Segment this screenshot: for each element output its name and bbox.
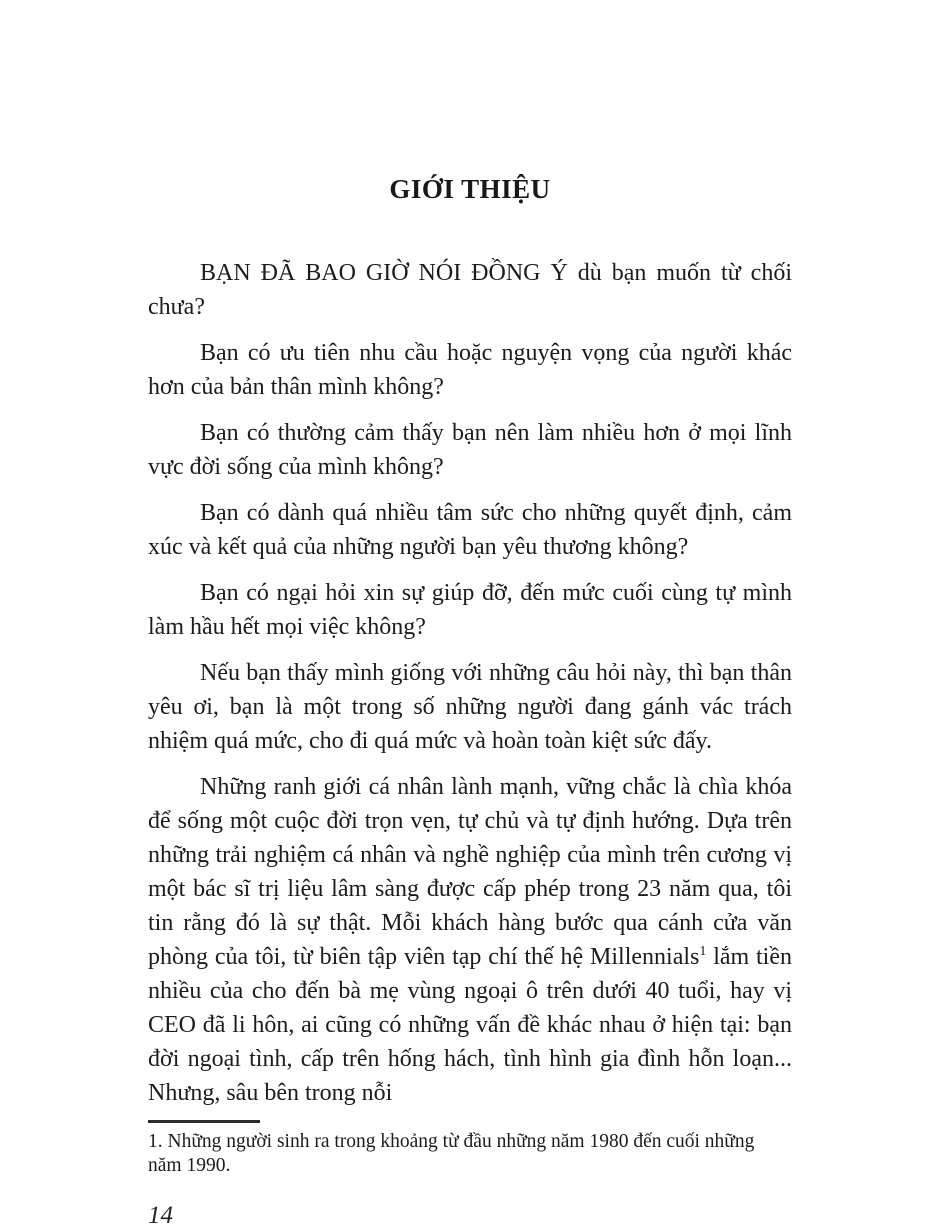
- paragraph: [148, 416, 792, 484]
- paragraph: [148, 496, 792, 564]
- footnote-text: 1. Những người sinh ra trong khoảng từ đầu những năm 1980 đến cuối những năm 1990.: [148, 1131, 755, 1176]
- paragraph: [148, 336, 792, 404]
- paragraph-text: Bạn có ngại hỏi xin sự giúp đỡ, đến mức cuối cùng tự mình làm hầu hết mọi việc không?: [148, 580, 792, 640]
- paragraph-text: Bạn có dành quá nhiều tâm sức cho những quyết định, cảm xúc và kết quả của những người bạn yêu thương không?: [148, 500, 792, 560]
- paragraph-text: Bạn có ưu tiên nhu cầu hoặc nguyện vọng của người khác hơn của bản thân mình không?: [148, 340, 792, 400]
- chapter-title: GIỚI THIỆU: [389, 174, 551, 204]
- body-text: [148, 256, 792, 1110]
- paragraph-text: lắm tiền nhiều của cho đến bà mẹ vùng ngoại ô trên dưới 40 tuổi, hay vị CEO đã li hôn, ai cũng có những vấn đề khác nhau ở hiện tại: bạn đời ngoại tình, cấp trên hống hách, tình hình gia đình hỗn loạn... Nhưng, sâu bên trong nỗi: [148, 944, 792, 1106]
- footnote-divider: [148, 1120, 260, 1123]
- paragraph-text: Nếu bạn thấy mình giống với những câu hỏi này, thì bạn thân yêu ơi, bạn là một trong số những người đang gánh vác trách nhiệm quá mức, cho đi quá mức và hoàn toàn kiệt sức đấy.: [148, 660, 792, 754]
- paragraph-text: BẠN ĐÃ BAO GIỜ NÓI ĐỒNG Ý dù bạn muốn từ chối chưa?: [148, 260, 792, 320]
- footnote-marker: 1: [699, 944, 707, 959]
- paragraph-text: Bạn có thường cảm thấy bạn nên làm nhiều hơn ở mọi lĩnh vực đời sống của mình không?: [148, 420, 792, 480]
- paragraph: [148, 576, 792, 644]
- paragraph: [148, 656, 792, 758]
- paragraph-text: Những ranh giới cá nhân lành mạnh, vững chắc là chìa khóa để sống một cuộc đời trọn vẹn, tự chủ và tự định hướng. Dựa trên những trải nghiệm cá nhân và nghề nghiệp của mình trên cương vị một bác sĩ trị liệu lâm sàng được cấp phép trong 23 năm qua, tôi tin rằng đó là sự thật. Mỗi khách hàng bước qua cánh cửa văn phòng của tôi, từ biên tập viên tạp chí thế hệ Millennials: [148, 774, 792, 970]
- paragraph-with-footnote: [148, 770, 792, 1110]
- page-number: 14: [148, 1202, 173, 1229]
- paragraph: [148, 256, 792, 324]
